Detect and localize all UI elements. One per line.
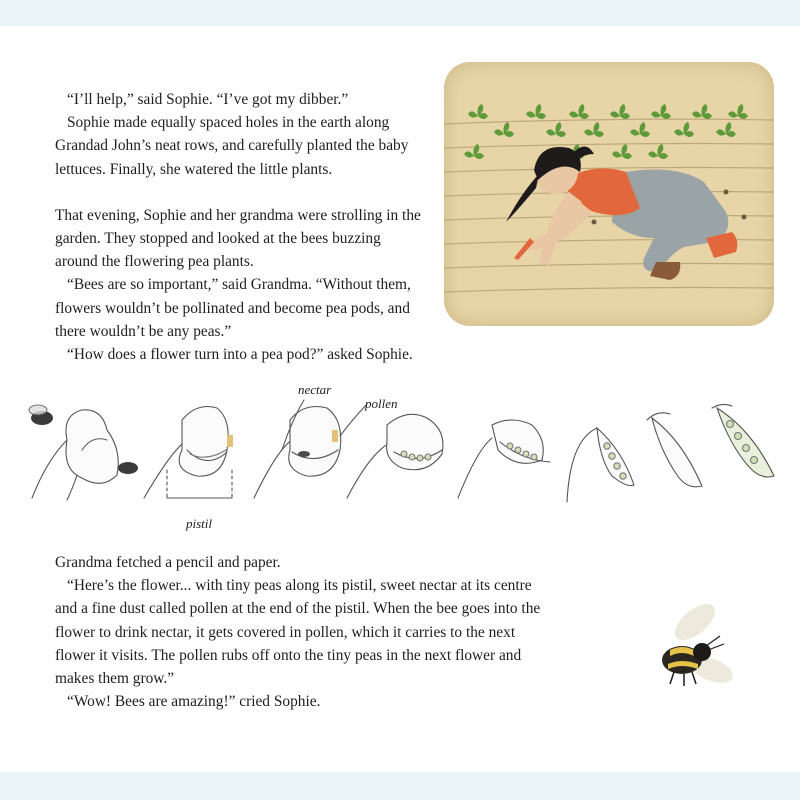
lettuce-sprout xyxy=(610,104,630,119)
lettuce-sprout xyxy=(584,122,604,137)
pea-flower-icon xyxy=(254,400,367,498)
story-text-top xyxy=(55,88,423,366)
story-text-bottom xyxy=(55,551,545,713)
story-paragraph: Sophie made equally spaced holes in the earth along Grandad John’s neat rows, and carefully planted the baby lettuces. Finally, she watered the little plants. xyxy=(55,114,409,178)
story-paragraph: Grandma fetched a pencil and paper. xyxy=(55,554,281,571)
lettuce-sprout xyxy=(468,104,488,119)
lettuce-sprout xyxy=(546,122,566,137)
pea-pod-icon xyxy=(567,428,634,502)
lettuce-sprout xyxy=(651,104,671,119)
bottom-band xyxy=(0,772,800,800)
nectar-label: nectar xyxy=(298,382,332,397)
garden-illustration xyxy=(444,62,774,326)
pea-pod-icon xyxy=(647,413,702,487)
lettuce-sprout xyxy=(526,104,546,119)
lettuce-sprout xyxy=(648,144,668,159)
story-paragraph: “Here’s the flower... with tiny peas along its pistil, sweet nectar at its centre and a fine dust called pollen at the end of the pistil. When the bee goes into the flower to drink nectar, it gets covered in pollen, which it carries to the next flower it visits. The pollen rubs off onto the tiny peas in the next flower and makes them grow.” xyxy=(55,577,541,688)
pea-flower-icon xyxy=(144,407,233,499)
lettuce-sprout xyxy=(674,122,694,137)
pollen-label: pollen xyxy=(365,396,398,411)
pea-flower-icon xyxy=(347,414,443,498)
girl-planting-image xyxy=(444,62,774,326)
lettuce-sprout xyxy=(716,122,736,137)
bee-icon xyxy=(640,600,740,695)
lettuce-sprout xyxy=(494,122,514,137)
pea-flower-to-pod-diagram xyxy=(22,380,782,530)
pea-pod-icon xyxy=(458,420,550,498)
story-paragraph: “Wow! Bees are amazing!” cried Sophie. xyxy=(67,693,321,711)
story-paragraph: “Bees are so important,” said Grandma. “Without them, flowers wouldn’t be pollinated and become pea pods, and there wouldn’t be any peas.” xyxy=(55,276,411,340)
story-paragraph: “How does a flower turn into a pea pod?” asked Sophie. xyxy=(67,346,413,364)
lettuce-sprout xyxy=(692,104,712,119)
lettuce-sprout xyxy=(728,104,748,119)
top-band xyxy=(0,0,800,26)
story-paragraph: That evening, Sophie and her grandma were strolling in the garden. They stopped and looked at the bees buzzing around the flowering pea plants. xyxy=(55,206,421,271)
story-paragraph: “I’ll help,” said Sophie. “I’ve got my dibber.” xyxy=(67,91,349,108)
lettuce-sprout xyxy=(630,122,650,137)
pistil-label: pistil xyxy=(186,516,213,531)
pea-pod-icon xyxy=(712,404,774,477)
lettuce-sprout xyxy=(569,104,589,119)
lettuce-sprout xyxy=(612,144,632,159)
